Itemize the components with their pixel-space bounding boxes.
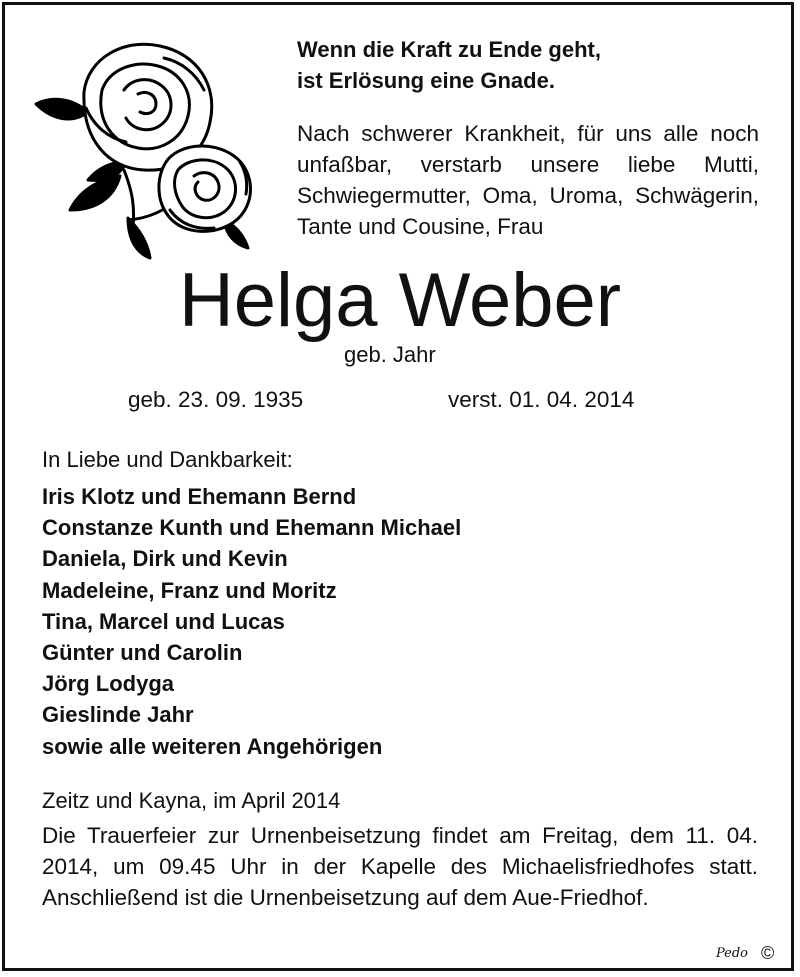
intro-text: Nach schwerer Krankheit, für uns alle noch unfaßbar, verstarb unsere liebe Mutti, Schwiegermutter, Oma, Uroma, Schwägerin, Tante und Cousine, Frau xyxy=(297,121,759,239)
mourner-name: Günter und Carolin xyxy=(42,640,243,666)
designer-signature: Pedo xyxy=(716,946,749,961)
mourner-name: Tina, Marcel und Lucas xyxy=(42,608,285,634)
mourner-name: Gieslinde Jahr xyxy=(42,702,194,728)
mourner-name: Madeleine, Franz und Moritz xyxy=(42,577,337,603)
motto xyxy=(297,34,601,96)
mourner-name: Constanze Kunth und Ehemann Michael xyxy=(42,515,462,541)
mourners-heading: In Liebe und Dankbarkeit: xyxy=(42,447,293,472)
mourner-name: Jörg Lodyga xyxy=(42,671,175,697)
mourner-name: sowie alle weiteren Angehörigen xyxy=(42,733,383,759)
mourners-list xyxy=(42,481,461,762)
place-date: Zeitz und Kayna, im April 2014 xyxy=(42,788,341,813)
maiden-name: geb. Jahr xyxy=(344,342,436,367)
motto-line-1: Wenn die Kraft zu Ende geht, xyxy=(297,37,601,62)
copyright-symbol: © xyxy=(761,943,775,963)
deceased-name: Helga Weber xyxy=(178,258,622,343)
funeral-notice: Die Trauerfeier zur Urnenbeisetzung findet am Freitag, dem 11. 04. 2014, um 09.45 Uhr in der Kapelle des Michaelisfriedhofes statt. Anschließend ist die Urnenbeisetzung auf dem Aue-Friedhof. xyxy=(42,823,758,910)
mourner-name: Daniela, Dirk und Kevin xyxy=(42,546,288,572)
death-date: verst. 01. 04. 2014 xyxy=(448,387,635,412)
birth-date: geb. 23. 09. 1935 xyxy=(128,387,304,412)
rose-icon xyxy=(28,30,260,260)
motto-line-2: ist Erlösung eine Gnade. xyxy=(297,68,555,93)
mourner-name: Iris Klotz und Ehemann Bernd xyxy=(42,484,357,509)
